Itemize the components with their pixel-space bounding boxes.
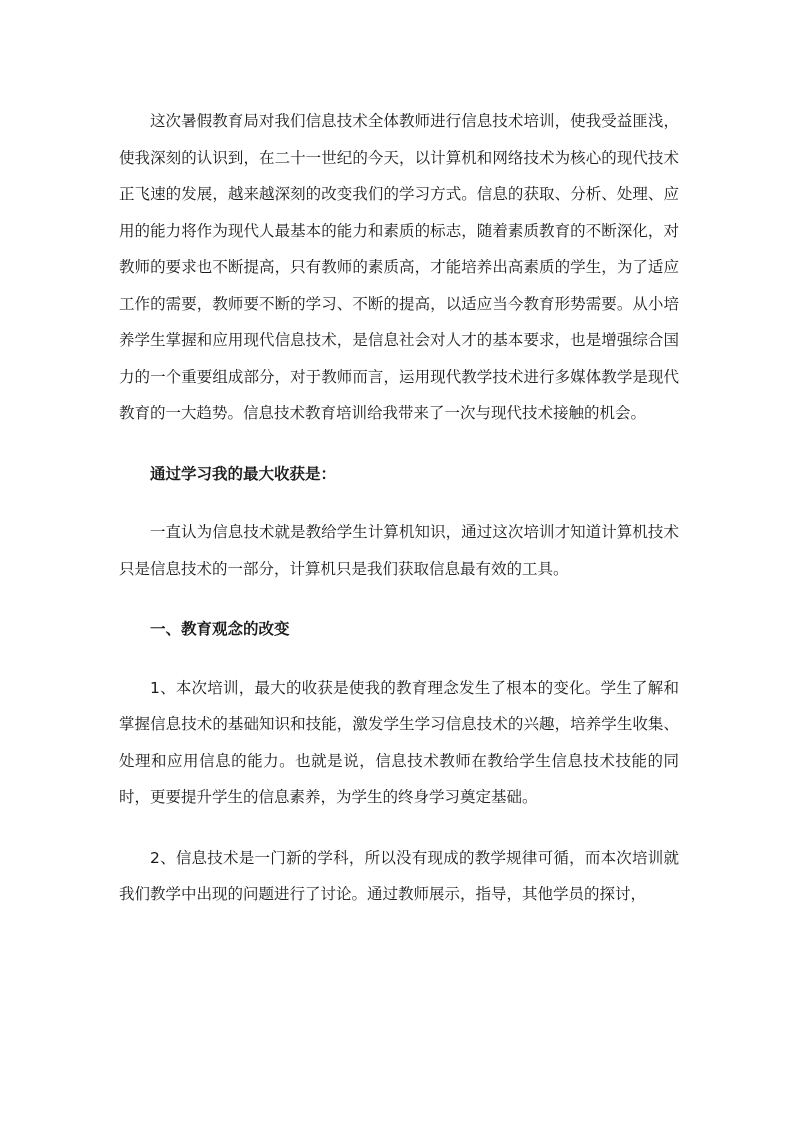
paragraph-spacer xyxy=(119,432,679,456)
point1-paragraph: 1、本次培训，最大的收获是使我的教育理念发生了根本的变化。学生了解和掌握信息技术的基础知识和技能，激发学生学习信息技术的兴趣，培养学生收集、处理和应用信息的能力。也就是说，信息技术教师在教给学生信息技术技能的同时，更要提升学生的信息素养，为学生的终身学习奠定基础。 xyxy=(119,678,679,806)
gain-paragraph: 一直认为信息技术就是教给学生计算机知识，通过这次培训才知道计算机技术只是信息技术的一部分，计算机只是我们获取信息最有效的工具。 xyxy=(119,523,679,578)
document-body xyxy=(119,103,679,913)
paragraph-spacer xyxy=(119,816,679,840)
section1-heading: 一、教育观念的改变 xyxy=(150,620,290,638)
paragraph-spacer xyxy=(119,492,679,514)
paragraph-spacer xyxy=(119,648,679,670)
gain-heading: 通过学习我的最大收获是： xyxy=(150,464,337,483)
intro-paragraph: 这次暑假教育局对我们信息技术全体教师进行信息技术培训，使我受益匪浅，使我深刻的认识到，在二十一世纪的今天，以计算机和网络技术为核心的现代技术正飞速的发展，越来越深刻的改变我们的学习方式。信息的获取、分析、处理、应用的能力将作为现代人最基本的能力和素质的标志，随着素质教育的不断深化，对教师的要求也不断提高，只有教师的素质高，才能培养出高素质的学生，为了适应工作的需要，教师要不断的学习、不断的提高，以适应当今教育形势需要。从小培养学生掌握和应用现代信息技术，是信息社会对人才的基本要求，也是增强综合国力的一个重要组成部分，对于教师而言，运用现代教学技术进行多媒体教学是现代教育的一大趋势。信息技术教育培训给我带来了一次与现代技术接触的机会。 xyxy=(119,112,679,422)
point2-paragraph: 2、信息技术是一门新的学科，所以没有现成的教学规律可循，而本次培训就我们教学中出现的问题进行了讨论。通过教师展示，指导，其他学员的探讨， xyxy=(119,848,679,903)
paragraph-spacer xyxy=(119,587,679,611)
